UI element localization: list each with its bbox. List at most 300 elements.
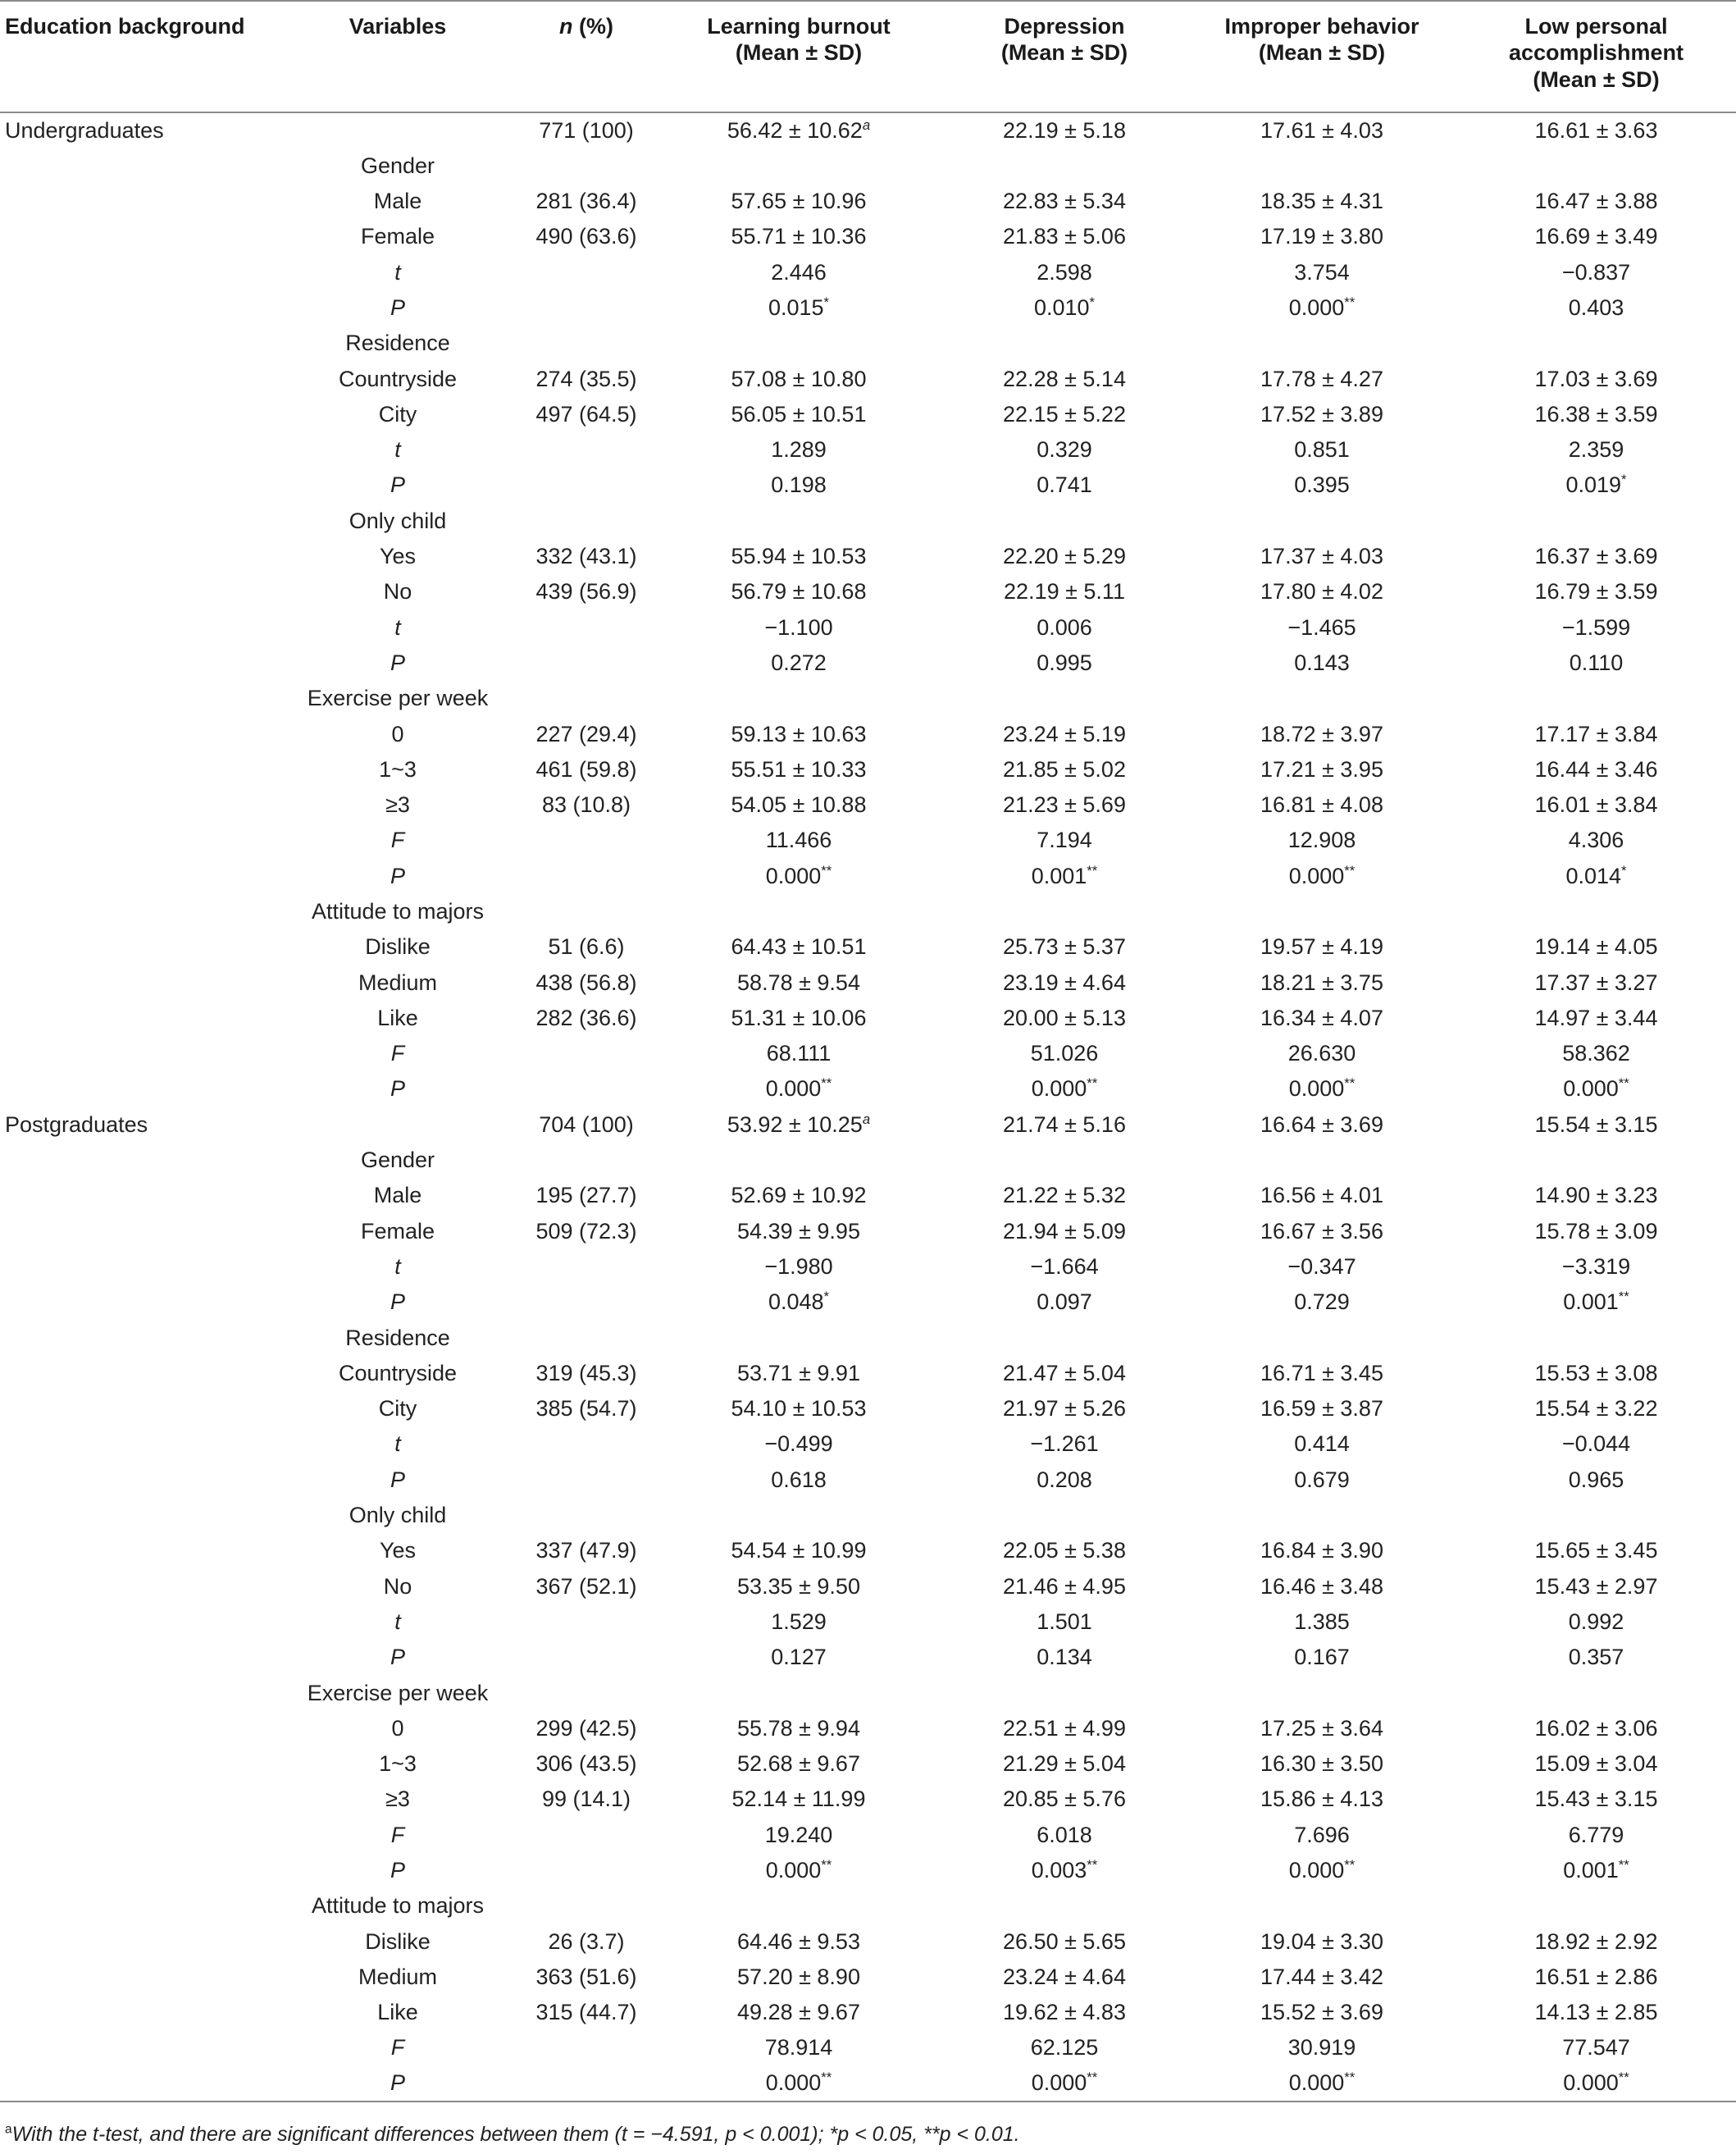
cell-variable-value: Female: [360, 1218, 435, 1244]
cell-n-percent: [517, 1959, 656, 1994]
cell-n-percent-value: 83 (10.8): [541, 792, 631, 818]
cell-depression: [941, 1391, 1187, 1426]
cell-n-percent: [517, 1533, 656, 1568]
cell-education-background: [0, 858, 279, 893]
cell-low-personal-accomplishment: [1456, 539, 1736, 574]
cell-variable-value: t: [394, 1431, 401, 1457]
cell-low-personal-accomplishment-value: 0.001: [1563, 1858, 1619, 1882]
cell-n-percent: [517, 112, 656, 148]
cell-depression: [941, 751, 1187, 787]
cell-variable-value: City: [378, 1396, 417, 1422]
cell-n-percent: [517, 1498, 656, 1533]
cell-learning-burnout: [656, 1426, 941, 1462]
cell-depression: [941, 503, 1187, 538]
cell-variable-value: 0: [391, 721, 404, 746]
cell-learning-burnout: [656, 184, 941, 219]
cell-variable: [279, 396, 517, 431]
cell-improper-behavior: [1187, 1071, 1456, 1107]
cell-depression-value: 21.29 ± 5.04: [1003, 1751, 1126, 1777]
cell-variable-value: ≥3: [385, 1787, 410, 1812]
significance-marker: **: [1344, 2070, 1356, 2086]
cell-low-personal-accomplishment: [1456, 1568, 1736, 1604]
cell-depression-value: 0.329: [1037, 437, 1092, 463]
table-row: [0, 1036, 1736, 1071]
cell-improper-behavior: [1187, 681, 1456, 716]
cell-education-background: [0, 751, 279, 787]
cell-n-percent-value: 385 (54.7): [535, 1396, 637, 1422]
cell-variable-value: Attitude to majors: [311, 898, 485, 924]
cell-learning-burnout: [656, 148, 941, 183]
cell-depression-value: 25.73 ± 5.37: [1003, 934, 1126, 960]
cell-education-background: [0, 148, 279, 183]
cell-low-personal-accomplishment-value: 0.001: [1563, 1289, 1619, 1315]
cell-depression-value: 6.018: [1037, 1822, 1092, 1847]
cell-n-percent: [517, 468, 656, 503]
cell-improper-behavior-value: 0.000: [1288, 294, 1345, 320]
cell-education-background: [0, 396, 279, 431]
cell-learning-burnout-value: 54.54 ± 10.99: [731, 1538, 867, 1563]
cell-education-background: [0, 1604, 279, 1639]
cell-learning-burnout-value: 56.05 ± 10.51: [731, 401, 867, 427]
cell-education-background: [0, 645, 279, 680]
cell-depression: [941, 645, 1187, 680]
cell-depression: [941, 858, 1187, 893]
cell-learning-burnout-value: 54.10 ± 10.53: [731, 1396, 867, 1422]
significance-marker: a: [862, 116, 871, 133]
cell-depression: [941, 1213, 1187, 1248]
cell-learning-burnout: [656, 1249, 941, 1285]
cell-low-personal-accomplishment: [1456, 1320, 1736, 1355]
cell-low-personal-accomplishment: [1456, 1888, 1736, 1924]
cell-learning-burnout-value: −1.100: [764, 614, 833, 640]
cell-learning-burnout-value: 68.111: [766, 1041, 832, 1066]
cell-variable-value: ≥3: [385, 792, 410, 818]
cell-depression-value: 26.50 ± 5.65: [1003, 1928, 1126, 1954]
cell-low-personal-accomplishment-value: 15.54 ± 3.15: [1534, 1111, 1658, 1137]
cell-learning-burnout: [656, 1000, 941, 1035]
cell-n-percent: [517, 609, 656, 645]
cell-improper-behavior-value: −0.347: [1287, 1253, 1356, 1279]
cell-low-personal-accomplishment-value: 6.779: [1568, 1822, 1624, 1847]
cell-low-personal-accomplishment-value: 0.000: [1563, 1076, 1619, 1102]
cell-n-percent: [517, 823, 656, 858]
cell-learning-burnout: [656, 894, 941, 929]
cell-depression: [941, 1533, 1187, 1568]
cell-learning-burnout: [656, 1036, 941, 1071]
cell-learning-burnout-value: 64.46 ± 9.53: [737, 1928, 860, 1954]
cell-depression: [941, 1817, 1187, 1852]
cell-education-background: [0, 609, 279, 645]
cell-low-personal-accomplishment-value: 0.000: [1563, 2070, 1619, 2096]
cell-n-percent-value: 319 (45.3): [535, 1360, 637, 1385]
cell-depression: [941, 1995, 1187, 2030]
cell-education-background: [0, 1782, 279, 1817]
cell-improper-behavior-value: 17.25 ± 3.64: [1260, 1715, 1383, 1741]
cell-variable-value: Gender: [360, 1148, 435, 1173]
cell-low-personal-accomplishment: [1456, 1462, 1736, 1497]
cell-variable-value: P: [390, 294, 405, 320]
cell-learning-burnout: [656, 112, 941, 148]
cell-improper-behavior-value: 16.81 ± 4.08: [1260, 792, 1383, 818]
cell-n-percent: [517, 1285, 656, 1320]
table-row: [0, 2065, 1736, 2101]
cell-low-personal-accomplishment-value: 16.37 ± 3.69: [1534, 544, 1658, 569]
cell-variable-value: Only child: [349, 508, 447, 533]
cell-depression: [941, 1498, 1187, 1533]
cell-improper-behavior: [1187, 396, 1456, 431]
cell-learning-burnout-value: 0.015: [768, 294, 824, 320]
cell-depression-value: 21.22 ± 5.32: [1003, 1183, 1126, 1208]
significance-marker: **: [1618, 1289, 1629, 1305]
cell-variable: [279, 184, 517, 219]
cell-depression: [941, 468, 1187, 503]
header-low-personal-accomplishment: Low personal accomplishment (Mean ± SD): [1456, 1, 1736, 112]
cell-low-personal-accomplishment: [1456, 787, 1736, 823]
cell-depression-value: 22.05 ± 5.38: [1003, 1538, 1126, 1563]
cell-variable-value: t: [394, 614, 401, 640]
cell-improper-behavior: [1187, 1888, 1456, 1924]
cell-learning-burnout: [656, 929, 941, 965]
cell-low-personal-accomplishment: [1456, 645, 1736, 680]
cell-learning-burnout: [656, 2065, 941, 2101]
significance-marker: a: [862, 1111, 871, 1127]
table-row: [0, 645, 1736, 680]
cell-education-background: [0, 503, 279, 538]
table-row: [0, 716, 1736, 751]
header-learning-burnout: Learning burnout (Mean ± SD): [656, 1, 941, 112]
cell-learning-burnout: [656, 1675, 941, 1710]
cell-improper-behavior-value: 17.78 ± 4.27: [1260, 366, 1383, 391]
cell-learning-burnout: [656, 219, 941, 254]
cell-low-personal-accomplishment: [1456, 1498, 1736, 1533]
cell-education-background: [0, 1853, 279, 1888]
cell-learning-burnout: [656, 1710, 941, 1746]
table-row: [0, 1462, 1736, 1497]
cell-low-personal-accomplishment: [1456, 396, 1736, 431]
cell-learning-burnout: [656, 326, 941, 361]
cell-n-percent: [517, 751, 656, 787]
cell-variable: [279, 1568, 517, 1604]
cell-low-personal-accomplishment: [1456, 1355, 1736, 1390]
cell-variable-value: 1~3: [379, 1751, 417, 1777]
cell-low-personal-accomplishment-value: 14.97 ± 3.44: [1534, 1005, 1658, 1030]
cell-improper-behavior: [1187, 574, 1456, 609]
cell-variable: [279, 787, 517, 823]
cell-depression-value: 62.125: [1030, 2035, 1099, 2060]
cell-low-personal-accomplishment: [1456, 1213, 1736, 1248]
table-row: [0, 1853, 1736, 1888]
cell-n-percent-value: 274 (35.5): [535, 366, 637, 391]
cell-low-personal-accomplishment-value: 16.69 ± 3.49: [1534, 224, 1658, 249]
cell-education-background: [0, 432, 279, 468]
cell-improper-behavior: [1187, 1000, 1456, 1035]
cell-variable-value: Yes: [379, 1538, 417, 1563]
cell-depression-value: 21.94 ± 5.09: [1003, 1218, 1126, 1244]
cell-low-personal-accomplishment: [1456, 1000, 1736, 1035]
cell-low-personal-accomplishment: [1456, 858, 1736, 893]
cell-low-personal-accomplishment: [1456, 503, 1736, 538]
cell-depression: [941, 1568, 1187, 1604]
cell-low-personal-accomplishment: [1456, 1249, 1736, 1285]
cell-improper-behavior: [1187, 148, 1456, 183]
cell-variable: [279, 1533, 517, 1568]
cell-depression-value: 51.026: [1030, 1041, 1099, 1066]
cell-improper-behavior: [1187, 1533, 1456, 1568]
cell-improper-behavior-value: 17.21 ± 3.95: [1260, 756, 1383, 782]
cell-variable-value: Only child: [349, 1503, 447, 1528]
cell-learning-burnout: [656, 1888, 941, 1924]
cell-improper-behavior-value: 0.729: [1294, 1289, 1350, 1315]
cell-learning-burnout: [656, 1143, 941, 1178]
cell-learning-burnout-value: 0.000: [765, 2070, 822, 2096]
cell-improper-behavior-value: 16.59 ± 3.87: [1260, 1396, 1383, 1422]
cell-variable: [279, 1675, 517, 1710]
cell-variable: [279, 2065, 517, 2101]
cell-education-background: [0, 574, 279, 609]
cell-learning-burnout-value: 56.42 ± 10.62: [727, 117, 863, 143]
table-row: [0, 1568, 1736, 1604]
cell-low-personal-accomplishment: [1456, 574, 1736, 609]
cell-learning-burnout: [656, 716, 941, 751]
cell-improper-behavior-value: 0.000: [1288, 1858, 1345, 1882]
cell-variable-value: P: [390, 863, 405, 888]
cell-education-background: [0, 1675, 279, 1710]
cell-learning-burnout-value: 52.14 ± 11.99: [731, 1787, 866, 1812]
cell-n-percent: [517, 965, 656, 1000]
cell-variable-value: Exercise per week: [307, 686, 489, 711]
cell-variable: [279, 468, 517, 503]
cell-low-personal-accomplishment: [1456, 823, 1736, 858]
cell-variable: [279, 894, 517, 929]
significance-marker: **: [821, 1075, 832, 1092]
cell-variable-value: Like: [377, 1005, 418, 1030]
table-row: [0, 1959, 1736, 1994]
cell-learning-burnout: [656, 751, 941, 787]
cell-depression: [941, 112, 1187, 148]
cell-n-percent: [517, 1640, 656, 1675]
footnote-text: With the t-test, and there are significant differences between them (t = −4.591, p < 0.001); *p < 0.05, **p < 0.01.: [11, 2123, 1020, 2146]
cell-variable-value: Residence: [345, 331, 450, 356]
cell-low-personal-accomplishment: [1456, 1924, 1736, 1959]
cell-low-personal-accomplishment-value: 15.43 ± 2.97: [1534, 1573, 1658, 1599]
table-row: [0, 184, 1736, 219]
cell-education-background: [0, 326, 279, 361]
cell-improper-behavior: [1187, 1995, 1456, 2030]
cell-n-percent: [517, 1568, 656, 1604]
cell-n-percent: [517, 1746, 656, 1782]
cell-variable-value: t: [394, 1609, 401, 1634]
cell-improper-behavior: [1187, 1249, 1456, 1285]
cell-learning-burnout-value: 54.05 ± 10.88: [731, 792, 867, 818]
cell-education-background: [0, 1178, 279, 1213]
cell-depression-value: 2.598: [1037, 259, 1092, 285]
cell-variable: [279, 112, 517, 148]
cell-depression-value: 22.20 ± 5.29: [1003, 544, 1126, 569]
cell-n-percent: [517, 929, 656, 965]
cell-variable-value: Dislike: [365, 934, 431, 960]
cell-learning-burnout-value: 1.289: [771, 437, 827, 463]
cell-low-personal-accomplishment: [1456, 1640, 1736, 1675]
cell-n-percent: [517, 1213, 656, 1248]
cell-n-percent: [517, 539, 656, 574]
cell-learning-burnout: [656, 1604, 941, 1639]
cell-education-background: [0, 1285, 279, 1320]
cell-education-background: [0, 1071, 279, 1107]
cell-education-background: [0, 1640, 279, 1675]
significance-marker: **: [1087, 862, 1098, 878]
cell-n-percent: [517, 894, 656, 929]
cell-improper-behavior: [1187, 1285, 1456, 1320]
cell-n-percent-value: 497 (64.5): [535, 401, 637, 427]
cell-low-personal-accomplishment: [1456, 1391, 1736, 1426]
cell-education-background: [0, 716, 279, 751]
cell-variable: [279, 1888, 517, 1924]
table-row: [0, 787, 1736, 823]
table-body: [0, 112, 1736, 2102]
cell-n-percent-value: 439 (56.9): [535, 579, 637, 605]
cell-variable: [279, 1746, 517, 1782]
cell-learning-burnout-value: 0.000: [765, 1076, 822, 1102]
cell-depression: [941, 1000, 1187, 1035]
cell-depression: [941, 396, 1187, 431]
cell-improper-behavior-value: 16.71 ± 3.45: [1260, 1360, 1383, 1385]
cell-low-personal-accomplishment: [1456, 2030, 1736, 2065]
cell-learning-burnout-value: 0.000: [765, 863, 822, 888]
cell-n-percent: [517, 1355, 656, 1390]
cell-learning-burnout: [656, 468, 941, 503]
cell-n-percent: [517, 716, 656, 751]
cell-low-personal-accomplishment: [1456, 2065, 1736, 2101]
cell-low-personal-accomplishment-value: 19.14 ± 4.05: [1534, 934, 1658, 960]
cell-learning-burnout: [656, 1285, 941, 1320]
cell-education-background: [0, 1036, 279, 1071]
cell-education-background: [0, 290, 279, 325]
cell-low-personal-accomplishment-value: 2.359: [1568, 437, 1624, 463]
cell-low-personal-accomplishment-value: 77.547: [1562, 2035, 1630, 2060]
significance-marker: **: [1618, 1075, 1629, 1092]
cell-learning-burnout-value: 53.35 ± 9.50: [737, 1573, 860, 1599]
cell-low-personal-accomplishment-value: 17.17 ± 3.84: [1534, 721, 1658, 746]
cell-n-percent: [517, 858, 656, 893]
cell-improper-behavior-value: 30.919: [1287, 2035, 1356, 2060]
cell-n-percent: [517, 574, 656, 609]
cell-improper-behavior: [1187, 2065, 1456, 2101]
cell-variable: [279, 1355, 517, 1390]
cell-improper-behavior: [1187, 539, 1456, 574]
cell-learning-burnout: [656, 1498, 941, 1533]
cell-variable-value: Gender: [360, 153, 435, 178]
table-row: [0, 1782, 1736, 1817]
cell-improper-behavior-value: 26.630: [1287, 1041, 1356, 1066]
cell-variable-value: 1~3: [379, 756, 417, 782]
cell-variable: [279, 716, 517, 751]
cell-improper-behavior: [1187, 219, 1456, 254]
cell-improper-behavior: [1187, 468, 1456, 503]
cell-improper-behavior-value: 17.37 ± 4.03: [1260, 544, 1383, 569]
cell-low-personal-accomplishment: [1456, 894, 1736, 929]
cell-n-percent: [517, 184, 656, 219]
cell-improper-behavior: [1187, 1746, 1456, 1782]
table-row: [0, 1533, 1736, 1568]
cell-n-percent: [517, 1426, 656, 1462]
cell-depression-value: 21.97 ± 5.26: [1003, 1396, 1126, 1422]
cell-depression-value: 21.74 ± 5.16: [1003, 1111, 1126, 1137]
cell-improper-behavior: [1187, 1959, 1456, 1994]
cell-learning-burnout-value: 55.78 ± 9.94: [737, 1715, 860, 1741]
cell-improper-behavior-value: 15.86 ± 4.13: [1260, 1787, 1383, 1812]
cell-depression: [941, 609, 1187, 645]
cell-depression-value: 0.995: [1037, 650, 1092, 675]
table-row: [0, 219, 1736, 254]
cell-variable: [279, 326, 517, 361]
cell-n-percent-value: 282 (36.6): [535, 1005, 637, 1030]
cell-depression: [941, 148, 1187, 183]
cell-variable: [279, 1426, 517, 1462]
cell-low-personal-accomplishment: [1456, 1782, 1736, 1817]
cell-n-percent-value: 99 (14.1): [541, 1787, 631, 1812]
cell-depression-value: 0.208: [1037, 1467, 1092, 1492]
cell-education-background: [0, 1710, 279, 1746]
cell-improper-behavior: [1187, 1568, 1456, 1604]
cell-improper-behavior-value: −1.465: [1287, 614, 1356, 640]
cell-depression-value: 0.003: [1031, 1858, 1087, 1882]
cell-depression: [941, 1604, 1187, 1639]
cell-n-percent: [517, 396, 656, 431]
cell-improper-behavior: [1187, 1391, 1456, 1426]
cell-depression-value: 0.010: [1033, 294, 1090, 320]
cell-depression: [941, 1853, 1187, 1888]
cell-n-percent: [517, 219, 656, 254]
cell-low-personal-accomplishment: [1456, 148, 1736, 183]
cell-variable: [279, 823, 517, 858]
significance-marker: **: [821, 1857, 832, 1873]
cell-depression: [941, 1640, 1187, 1675]
cell-education-background: [0, 1533, 279, 1568]
cell-improper-behavior-value: 17.44 ± 3.42: [1260, 1964, 1383, 1989]
cell-improper-behavior-value: 16.84 ± 3.90: [1260, 1538, 1383, 1563]
cell-education-background: [0, 1426, 279, 1462]
cell-n-percent: [517, 1710, 656, 1746]
cell-n-percent: [517, 1000, 656, 1035]
cell-n-percent: [517, 2030, 656, 2065]
cell-variable: [279, 1391, 517, 1426]
cell-n-percent: [517, 787, 656, 823]
table-row: [0, 1498, 1736, 1533]
cell-variable: [279, 1178, 517, 1213]
cell-improper-behavior-value: 17.19 ± 3.80: [1260, 224, 1383, 249]
cell-learning-burnout: [656, 1746, 941, 1782]
table-row: [0, 1285, 1736, 1320]
cell-improper-behavior: [1187, 609, 1456, 645]
cell-improper-behavior-value: 19.57 ± 4.19: [1260, 934, 1383, 960]
table-row: [0, 112, 1736, 148]
cell-depression: [941, 432, 1187, 468]
cell-depression: [941, 1959, 1187, 1994]
significance-marker: **: [1087, 1857, 1098, 1873]
cell-improper-behavior: [1187, 1320, 1456, 1355]
cell-low-personal-accomplishment: [1456, 929, 1736, 965]
cell-variable: [279, 574, 517, 609]
cell-n-percent: [517, 432, 656, 468]
cell-low-personal-accomplishment-value: 16.44 ± 3.46: [1534, 756, 1658, 782]
cell-improper-behavior: [1187, 1924, 1456, 1959]
cell-low-personal-accomplishment-value: 0.965: [1568, 1467, 1624, 1492]
cell-learning-burnout: [656, 1924, 941, 1959]
cell-depression: [941, 2030, 1187, 2065]
cell-depression-value: 22.51 ± 4.99: [1003, 1715, 1126, 1741]
cell-low-personal-accomplishment: [1456, 1285, 1736, 1320]
cell-variable-value: t: [394, 437, 401, 463]
